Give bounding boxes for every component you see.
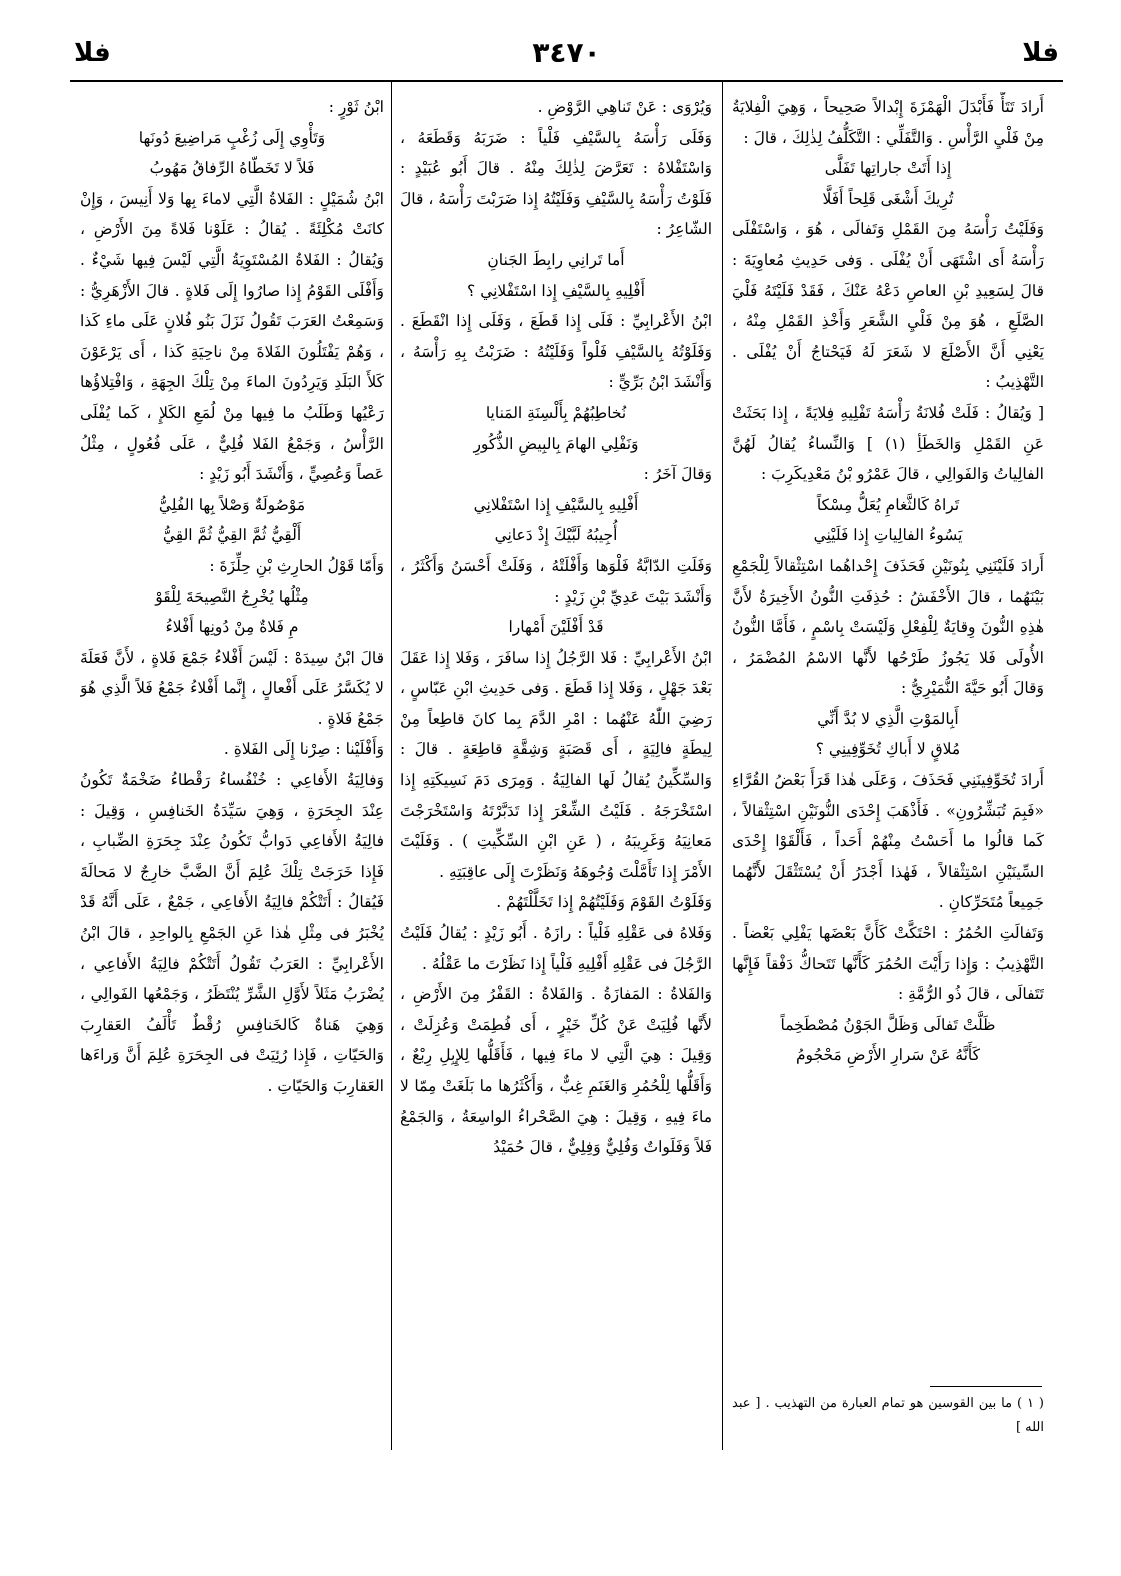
verse-line: أَبِالمَوْتِ الَّذِي لا بُدَّ أَنِّي [817,709,959,728]
paragraph: وَالفَلاةُ : المَفازَةُ . وَالفَلاةُ : القَفْرُ مِنَ الأَرْضِ ، لأَنَّها فُلِيَتْ عَنْ كُلِّ خَيْرٍ ، أَى فُطِمَتْ وَعُزِلَتْ ، وَقِيلَ : هِيَ الَّتِي لا ماءَ فِيها ، فَأَقَلُّها لِلإِبِلِ رِبْعٌ ، وَأَقَلُّها لِلْحُمُرِ وَالغَنَمِ غِبٌّ ، وَأَكْثَرُها ما بَلَغَتْ مِمّا لا ماءَ فِيهِ ، وَقِيلَ : هِيَ الصَّحْراءُ الواسِعَةُ ، وَالجَمْعُ فَلاً وَفَلَواتٌ وَفُلِيٌّ وَفِلِيٌّ ، قالَ حُمَيْدُ [400,985,712,1157]
paragraph: ابْنُ شُمَيْلٍ : الفَلاةُ الَّتِي لاماءَ بِها وَلا أَنِيسَ ، وَإِنْ كانَتْ مُكْلِئَةً . يُقالُ : عَلَوْنا فَلاةً مِنَ الأَرْضِ ، وَيُقالُ : الفَلاةُ المُسْتَوِيَةُ الَّتِي لَيْسَ فِيها شَيْءٌ . وَأَفْلَى القَوْمُ إِذا صارُوا إِلَى فَلاةٍ . قالَ الأَزْهَرِيُّ : وَسَمِعْتُ العَرَبَ تَقُولُ نَزَلَ بَنُو فُلانٍ عَلَى ماءِ كَذا ، وَهُمْ يَفْتَلُونَ الفَلاةَ مِنْ ناحِيَةِ كَذا ، أَى يَرْعَوْنَ كَلأَ البَلَدِ وَيَرِدُونَ الماءَ مِنْ تِلْكَ الجِهَةِ ، وَافْتِلاؤُها رَعْيُها وَطَلَبُ ما فِيها مِنْ لُمَعِ الكَلإِ ، كَما يُفْلَى الرَّأْسُ ، وَجَمْعُ الفَلا فُلِيٌّ ، عَلَى فُعُولٍ ، مِثْلُ عَصاً وَعُصِيٍّ ، وَأَنْشَدَ أَبُو زَيْدٍ : [80,189,384,484]
verse-line: أَلْقِيُّ ثُمَّ القِيُّ ثُمَّ القِيُّ [162,526,302,545]
verse-line: فَلاً لا تَخَطّاهُ الرِّفاقُ مَهُوبُ [149,159,315,178]
verse-line: تَراهُ كَالثَّغامِ يُعَلُّ مِسْكاً [816,495,960,514]
verse-line: مِ فَلاةٌ مِنْ دُونِها أَفْلاءُ [165,618,299,637]
verse-line: مِثْلُها يُخْرِجُ النَّصِيحَةَ لِلْقَوْ [155,587,309,606]
verse-line: نُخاطِبُهُمْ بِأَلْسِنَةِ المَنايا [485,403,627,422]
verse-line: مُلاقٍ لا أَباكِ تُخَوِّفِينِي ؟ [815,740,961,759]
footnote-rule [930,1386,1042,1387]
page-number: ٣٤٧٠ [532,36,601,69]
paragraph: وَأَفْلَيْنا : صِرْنا إِلَى الفَلاةِ . [223,740,384,759]
paragraph: وَقالَ آخَرُ : [643,465,712,484]
paragraph: وَتَفالَتِ الحُمُرُ : احْتَكَّتْ كَأَنَّ بَعْضَها يَفْلِي بَعْضاً . التَّهْذِيبُ : وَإِذا رَأَيْتَ الحُمُرَ كَأَنَّها تَتَحاكُّ دَفْقاً فَإِنَّها تَتَفالَى ، قالَ ذُو الرُّمَّةِ : [732,924,1044,1004]
verse-line: أُجِيبُهُ لَبَّيْكَ إِذْ دَعانِي [494,526,618,545]
column-separator-left [391,82,392,1450]
column-separator-right [722,82,723,1450]
verse-line: مَوْصُولَةٌ وَصْلاً بِها الفُلِيُّ [158,495,306,514]
verse-line: قَدْ أَفْلَيْنَ أَمْهارا [508,618,604,637]
paragraph: وَفَلَى رَأْسَهُ بِالسَّيْفِ فَلْياً : ضَرَبَهُ وَقَطَعَهُ ، وَاسْتَفْلاهُ : تَعَرَّضَ لِذٰلِكَ مِنْهُ . قالَ أَبُو عُبَيْدٍ : فَلَوْتُ رَأْسَهُ بِالسَّيْفِ وَفَلَيْتُهُ إِذا ضَرَبْتَ رَأْسَهُ ، قالَ الشّاعِرُ : [400,128,712,239]
paragraph: أَرادَ تَتَأَّ فَأَبْدَلَ الْهَمْزَةَ إِبْدالاً صَحِيحاً ، وَهِيَ الْفِلايَةُ مِنْ فَلْيِ الرَّأْسِ . وَالتَّفَلِّي : التَّكَلُّفُ لِذٰلِكَ ، قالَ : [732,98,1044,147]
headword-right: فلا [1022,38,1059,68]
verse-line: أَفْلِيهِ بِالسَّيْفِ إِذا اسْتَفْلانِي [473,495,639,514]
column-left [80,92,384,1437]
paragraph: قالَ ابْنُ سِيدَهْ : لَيْسَ أَفْلاءُ جَمْعَ فَلاةٍ ، لأَنَّ فَعَلَةَ لا يُكَسَّرُ عَلَى أَفْعالٍ ، إِنَّما أَفْلاءُ جَمْعُ فَلاً الَّذِي هُوَ جَمْعُ فَلاةٍ . [80,648,384,728]
headword-left: فلا [74,38,111,68]
paragraph: وَفَلَيْتُ رَأْسَهُ مِنَ القَمْلِ وَتَفالَى ، هُوَ ، وَاسْتَفْلَى رَأْسَهُ أَى اشْتَهَى أَنْ يُفْلَى . وَفى حَدِيثِ مُعاوِيَةَ : قالَ لِسَعِيدِ بْنِ العاصِ دَعْهُ عَنْكَ ، فَقَدْ فَلَيْتَهُ فَلْيَ الصَّلَعِ ، هُوَ مِنْ فَلْيِ الشَّعَرِ وَأَخْذِ القَمْلِ مِنْهُ ، يَعْنِي أَنَّ الأَصْلَعَ لا شَعَرَ لَهُ فَيَحْتاجُ أَنْ يُفْلَى . التَّهْذِيبُ : [732,220,1044,392]
verse-line: وَتَأْوِي إِلَى زُغْبٍ مَراضِيعَ دُونَها [138,128,326,147]
paragraph: أَرادَ فَلَيْنَنِي بِنُونَيْنِ فَحَذَفَ إِحْداهُما اسْتِثْقالاً لِلْجَمْعِ بَيْنَهُما ، قالَ الأَخْفَشُ : حُذِفَتِ النُّونُ الأَخِيرَةُ لأَنَّ هٰذِهِ النُّونَ وِقايَةٌ لِلْفِعْلِ وَلَيْسَتْ بِاسْمٍ ، فَأَمَّا النُّونُ الأُولَى فَلا يَجُوزُ طَرْحُها لأَنَّها الاسْمُ المُضْمَرُ ، وَقالَ أَبُو حَيَّةَ النُّمَيْرِيُّ : [732,556,1044,698]
verse-line: يَسُوءُ الفالِياتِ إِذا فَلَيْنِي [813,526,963,545]
verse-line: كَأَنَّهُ عَنْ سَرارِ الأَرْضِ مَحْجُومُ [795,1046,981,1065]
page-header [70,34,1063,80]
paragraph: وَفَلَوْتُ القَوْمَ وَفَلَيْتُهُمْ إِذا تَخَلَّلْتَهُمْ . [496,893,712,912]
paragraph: أَرادَ تُخَوِّفِينَنِي فَحَذَفَ ، وَعَلَى هٰذا قَرَأَ بَعْضُ القُرَّاءِ «فَبِمَ تُبَشِّرُونِ» . فَأَذْهَبَ إِحْدَى النُّونَيْنِ اسْتِثْقالاً ، كَما قالُوا ما أَحَسْتُ مِنْهُمْ أَحَداً ، فَأَلْقَوْا إِحْدَى السِّينَيْنِ اسْتِثْقالاً ، فَهٰذا أَجْدَرُ أَنْ يُسْتَثْقَلَ لأَنَّهُما جَمِيعاً مُتَحَرِّكانِ . [732,771,1044,912]
paragraph: [ وَيُقالُ : فَلَتْ فُلانَةُ رَأْسَهُ تَفْلِيهِ فِلايَةً ، إِذا بَحَثَتْ عَنِ القَمْلِ وَالخَطَأِ (١) ] وَالنِّساءُ يُقالُ لَهُنَّ الفالِياتُ وَالفَوالِي ، قالَ عَمْرُو بْنُ مَعْدِيكَرِبَ : [732,403,1044,484]
footnote: ( ١ ) ما بين القوسين هو تمام العبارة من التهذيب . [ عبد الله ] [732,1396,1044,1435]
paragraph: وَفالِيَةُ الأَفاعِي : خُنْفُساءُ رَقْطاءُ ضَخْمَةٌ تَكُونُ عِنْدَ الجِحَرَةِ ، وَهِيَ سَيِّدَةُ الخَنافِسِ ، وَقِيلَ : فالِيَةُ الأَفاعِي دَوابُّ تَكُونُ عِنْدَ جِحَرَةِ الضِّبابِ ، فَإِذا خَرَجَتْ تِلْكَ عُلِمَ أَنَّ الضَّبَّ خارِجٌ لا مَحالَةَ فَيُقالُ : أَتَتْكُمْ فالِيَةُ الأَفاعِي ، جَمْعٌ ، عَلَى أَنَّهُ قَدْ يُخْبَرُ فى مِثْلِ هٰذا عَنِ الجَمْعِ بِالواحِدِ ، قالَ ابْنُ الأَعْرابِيِّ : العَرَبُ تَقُولُ أَتَتْكُمْ فالِيَةُ الأَفاعِي ، يُضْرَبُ مَثَلاً لأَوَّلِ الشَّرِّ يُنْتَظَرُ ، وَجَمْعُها الفَوالِي ، وَهِيَ هَناةٌ كَالخَنافِسِ رُقْطٌ تَأْلَفُ العَقارِبَ وَالحَيّاتِ ، فَإِذا رُئِيَتْ فى الجِحَرَةِ عُلِمَ أَنَّ وَراءَها العَقارِبَ وَالحَيّاتِ . [80,771,384,1095]
verse-line: إِذا أَتَتْ جاراتِها تَفَلَّى [824,159,952,178]
column-middle [400,92,712,1437]
verse-line: أَفْلِيهِ بِالسَّيْفِ إِذا اسْتَفْلانِي ؟ [467,281,645,300]
paragraph: ابْنُ الأَعْرابِيِّ : فَلَى إِذا قَطَعَ ، وَفَلَى إِذا انْقَطَعَ . وَفَلَوْتُهُ بِالسَّيْفِ فَلْواً وَفَلَيْتُهُ : ضَرَبْتُ بِهِ رَأْسَهُ ، وَأَنْشَدَ ابْنُ بَرِّيٍّ : [400,312,712,392]
paragraph: ابْنُ الأَعْرابِيِّ : فَلا الرَّجُلُ إِذا سافَرَ ، وَفَلا إِذا عَقَلَ بَعْدَ جَهْلٍ ، وَفَلا إِذا قَطَعَ . وَفى حَدِيثِ ابْنِ عَبّاسٍ ، رَضِيَ اللّٰهُ عَنْهُما : امْرِ الدَّمَ بِما كانَ قاطِعاً مِنْ لِيطَةٍ فالِيَةٍ ، أَى قَصَبَةٍ وَشِقَّةٍ قاطِعَةٍ . قالَ : وَالسِّكِّينُ يُقالُ لَها الفالِيَةُ . وَمِرَى دَمَ نَسِيكَتِهِ إِذا اسْتَخْرَجَهُ . فَلَيْتُ الشِّعْرَ إِذا تَدَبَّرْتَهُ وَاسْتَخْرَجْتَ مَعانِيَهُ وَغَرِيبَهُ ، ( عَنِ ابْنِ السِّكِّيتِ ) . وَفَلَيْتَ الأَمْرَ إِذا تَأَمَّلْتَ وُجُوهَهُ وَنَظَرْتَ إِلَى عاقِبَتِهِ . [400,648,712,881]
verse-line: أَما تَرانِي رابِطَ الجَنانِ [487,250,625,269]
header-rule [70,80,1063,82]
paragraph: ابْنُ ثَوْرٍ : [328,98,384,116]
paragraph: وَيُرْوَى : عَنْ تَناهِي الرَّوْضِ . [537,98,712,116]
paragraph: وَفَلَتِ الدّابَّةُ فَلْوَها وَأَفْلَتْهُ ، وَفَلَتْ أَحْسَنُ وَأَكْثَرُ ، وَأَنْشَدَ بَيْتَ عَدِيِّ بْنِ زَيْدٍ : [400,556,712,606]
column-right [732,92,1044,1437]
verse-line: وَنَفْلِي الهامَ بِالبِيضِ الذُّكُورِ [473,434,639,453]
paragraph: وَأَمّا قَوْلُ الحارِثِ بْنِ حِلِّزَةَ : [209,556,384,575]
verse-line: تُرِيكَ أَشْغَى قَلِحاً أَفَلَّا [822,189,954,208]
verse-line: ظَلَّتْ تَفالَى وَظَلَّ الجَوْنُ مُصْطَخِماً [780,1015,996,1034]
paragraph: وَفَلاهُ فى عَقْلِهِ فَلْياً : رازَهُ . أَبُو زَيْدٍ : يُقالُ فَلَيْتُ الرَّجُلَ فى عَقْلِهِ أَفْلِيهِ فَلْياً إِذا نَظَرْتَ ما عَقْلُهُ . [400,924,712,973]
